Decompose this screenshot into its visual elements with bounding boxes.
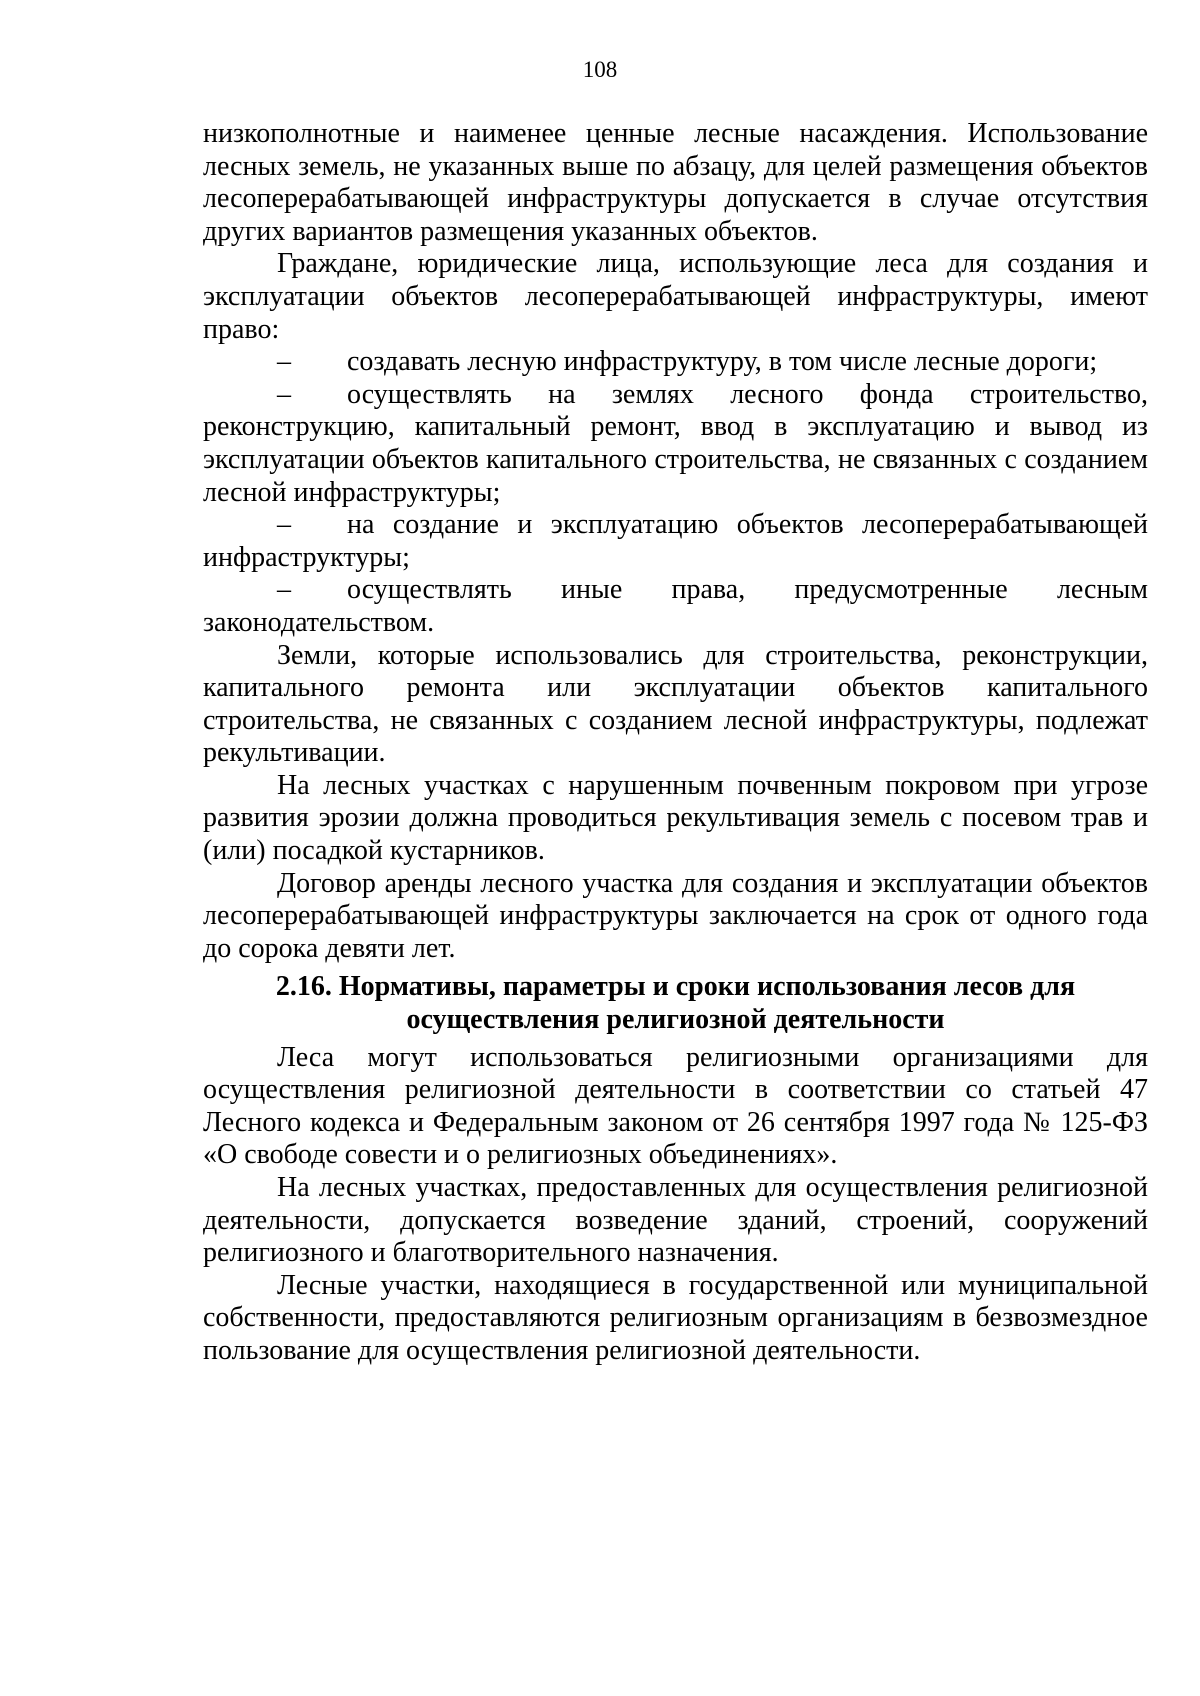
- list-item: [203, 574, 1148, 639]
- list-item: [203, 379, 1148, 509]
- list-item-text: осуществлять на землях лесного фонда строительство, реконструкцию, капитальный ремонт, ввод в эксплуатацию и вывод из эксплуатации объектов капитального строительства, не связанных с созданием лесной инфраструктуры;: [203, 378, 1148, 508]
- list-marker: –: [277, 378, 291, 410]
- list-item: [203, 509, 1148, 574]
- paragraph: На лесных участках, предоставленных для осуществления религиозной деятельности, допускается возведение зданий, строений, сооружений религиозного и благотворительного назначения.: [203, 1172, 1148, 1269]
- paragraph: Договор аренды лесного участка для создания и эксплуатации объектов лесоперерабатывающей инфраструктуры заключается на срок от одного года до сорока девяти лет.: [203, 867, 1148, 964]
- document-body: [203, 118, 1148, 1368]
- paragraph: низкополнотные и наименее ценные лесные насаждения. Использование лесных земель, не указанных выше по абзацу, для целей размещения объектов лесоперерабатывающей инфраструктуры допускается в случае отсутствия других вариантов размещения указанных объектов.: [203, 118, 1148, 247]
- paragraph: Лесные участки, находящиеся в государственной или муниципальной собственности, предоставляются религиозным организациям в безвозмездное пользование для осуществления религиозной деятельности.: [203, 1269, 1148, 1366]
- paragraph: Земли, которые использовались для строительства, реконструкции, капитального ремонта или эксплуатации объектов капитального строительства, не связанных с созданием лесной инфраструктуры, подлежат рекультивации.: [203, 639, 1148, 769]
- paragraph: Граждане, юридические лица, использующие леса для создания и эксплуатации объектов лесоперерабатывающей инфраструктуры, имеют право:: [203, 248, 1148, 345]
- paragraph: На лесных участках с нарушенным почвенным покровом при угрозе развития эрозии должна проводиться рекультивация земель с посевом трав и (или) посадкой кустарников.: [203, 769, 1148, 867]
- section-heading: 2.16. Нормативы, параметры и сроки использования лесов для осуществления религиозной деятельности: [275, 971, 1076, 1036]
- list-marker: –: [277, 574, 291, 606]
- list-item-text: осуществлять иные права, предусмотренные лесным законодательством.: [203, 574, 1148, 638]
- list-item-text: на создание и эксплуатацию объектов лесоперерабатывающей инфраструктуры;: [203, 509, 1148, 573]
- list-marker: –: [277, 346, 291, 378]
- paragraph: Леса могут использоваться религиозными организациями для осуществления религиозной деятельности в соответствии со статьей 47 Лесного кодекса и Федеральным законом от 26 сентября 1997 года № 125-ФЗ «О свободе совести и о религиозных объединениях».: [203, 1041, 1148, 1171]
- list-marker: –: [277, 509, 291, 541]
- list-item-text: создавать лесную инфраструктуру, в том числе лесные дороги;: [347, 346, 1098, 378]
- page-number: 108: [582, 57, 618, 82]
- list-item: [203, 346, 1148, 379]
